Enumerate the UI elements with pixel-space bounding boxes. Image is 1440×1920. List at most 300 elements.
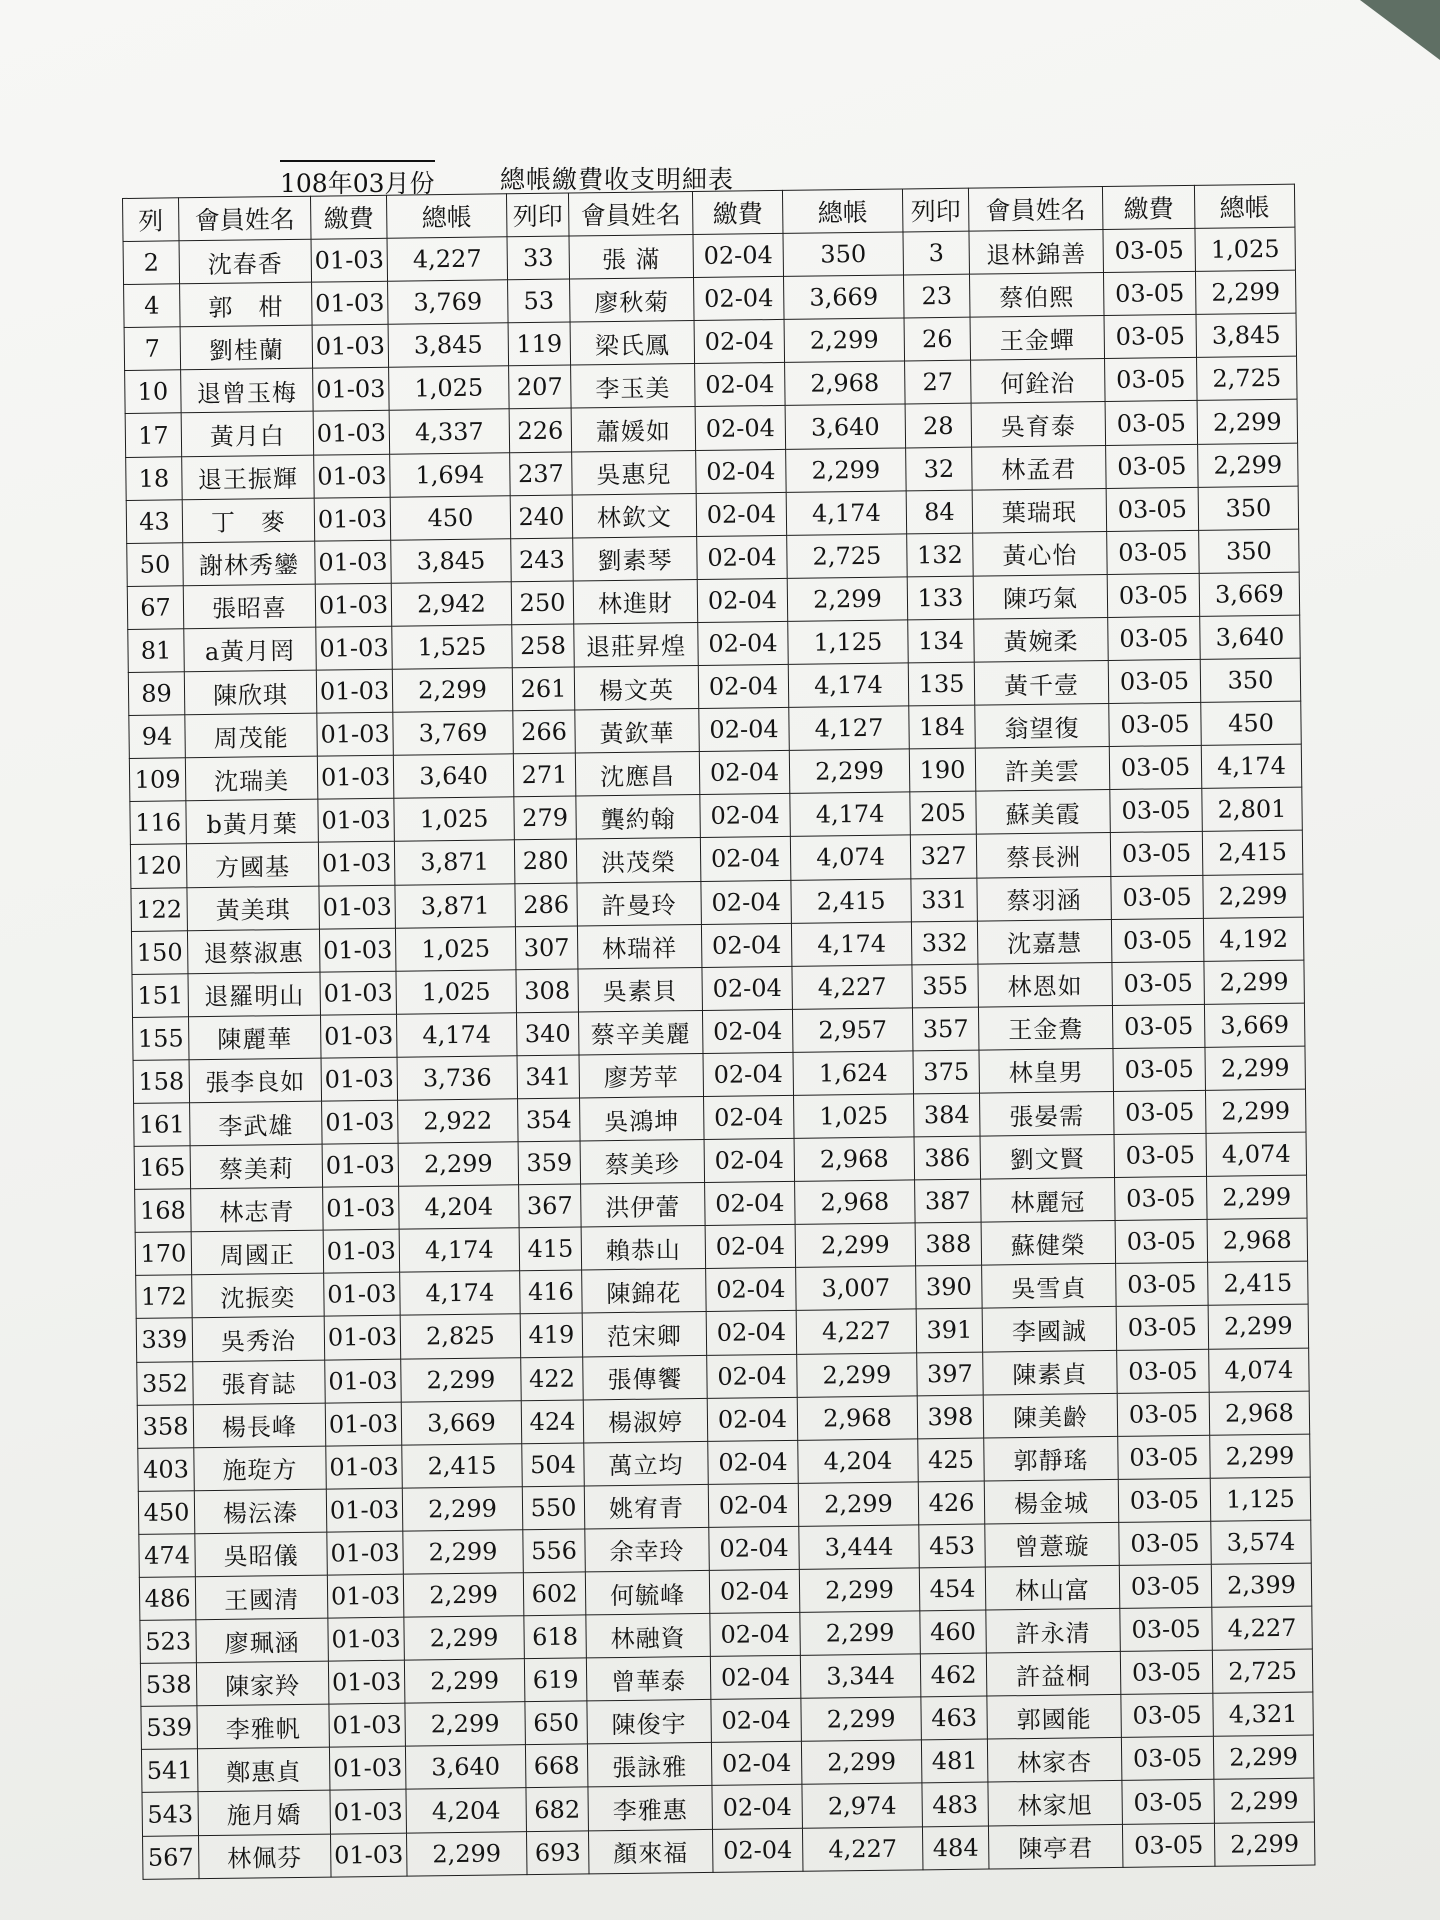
total-amount-cell: 2,299 xyxy=(1195,270,1296,314)
total-amount-cell: 2,299 xyxy=(789,749,910,794)
row-number-cell: 602 xyxy=(523,1572,586,1616)
row-number-cell: 541 xyxy=(141,1749,198,1793)
total-amount-cell: 2,299 xyxy=(1208,1305,1309,1349)
member-name-cell: 吳惠兒 xyxy=(572,450,697,495)
total-amount-cell: 2,968 xyxy=(1209,1391,1310,1435)
fee-period-cell: 02-04 xyxy=(708,1483,799,1527)
row-number-cell: 43 xyxy=(126,499,183,543)
total-amount-cell: 4,174 xyxy=(791,922,912,967)
member-name-cell: 陳家羚 xyxy=(196,1661,329,1706)
total-amount-cell: 4,204 xyxy=(399,1185,520,1230)
member-name-cell: 蔡美莉 xyxy=(190,1144,323,1189)
member-name-cell: 林麗冠 xyxy=(981,1178,1116,1223)
row-number-cell: 474 xyxy=(139,1534,196,1578)
row-number-cell: 341 xyxy=(517,1055,580,1099)
fee-period-cell: 03-05 xyxy=(1104,315,1197,359)
total-amount-cell: 3,845 xyxy=(388,323,509,368)
member-name-cell: 林融資 xyxy=(586,1614,711,1659)
fee-period-cell: 03-05 xyxy=(1107,573,1200,617)
member-name-cell: 林恩如 xyxy=(978,962,1113,1007)
fee-period-cell: 01-03 xyxy=(325,1359,402,1403)
member-name-cell: 吳昭儀 xyxy=(195,1532,328,1577)
total-amount-cell: 2,415 xyxy=(1208,1261,1309,1305)
row-number-cell: 135 xyxy=(908,662,975,706)
total-amount-cell: 2,922 xyxy=(398,1099,519,1144)
member-name-cell: 退王振輝 xyxy=(182,455,315,500)
fee-period-cell: 03-05 xyxy=(1121,1694,1214,1738)
fee-period-cell: 03-05 xyxy=(1119,1564,1212,1608)
fee-period-cell: 01-03 xyxy=(317,712,394,756)
row-number-cell: 354 xyxy=(518,1098,581,1142)
total-amount-cell: 2,725 xyxy=(1197,357,1298,401)
member-name-cell: a黃月罔 xyxy=(184,627,317,672)
row-number-cell: 397 xyxy=(917,1352,984,1396)
member-name-cell: 陳俊宇 xyxy=(587,1700,712,1745)
row-number-cell: 539 xyxy=(141,1706,198,1750)
fee-period-cell: 03-05 xyxy=(1119,1521,1212,1565)
total-amount-cell: 2,299 xyxy=(1214,1822,1315,1866)
row-number-cell: 205 xyxy=(910,791,977,835)
row-number-cell: 122 xyxy=(131,887,188,931)
member-name-cell: 施月嬌 xyxy=(198,1791,331,1836)
row-number-cell: 165 xyxy=(134,1146,191,1190)
member-name-cell: 余幸玲 xyxy=(585,1527,710,1572)
member-name-cell: 洪伊蕾 xyxy=(581,1183,706,1228)
member-name-cell: 蔡羽涵 xyxy=(977,876,1112,921)
row-number-cell: 271 xyxy=(513,753,576,797)
member-name-cell: 陳麗華 xyxy=(189,1015,322,1060)
total-amount-cell: 2,942 xyxy=(391,582,512,627)
row-number-cell: 481 xyxy=(921,1739,988,1783)
total-amount-cell: 3,871 xyxy=(394,840,515,885)
member-name-cell: 黃美琪 xyxy=(187,886,320,931)
total-amount-cell: 2,299 xyxy=(403,1573,524,1618)
total-amount-cell: 2,415 xyxy=(1202,831,1303,875)
row-number-cell: 119 xyxy=(508,322,571,366)
row-number-cell: 486 xyxy=(139,1577,196,1621)
fee-period-cell: 02-04 xyxy=(700,837,791,881)
member-name-cell: 蔡辛美麗 xyxy=(578,1010,703,1055)
row-number-cell: 307 xyxy=(515,926,578,970)
total-amount-cell: 1,025 xyxy=(794,1094,915,1139)
row-number-cell: 327 xyxy=(910,835,977,879)
row-number-cell: 2 xyxy=(123,241,180,285)
report-month: 108年03月份 xyxy=(280,160,435,200)
total-amount-cell: 4,321 xyxy=(1213,1692,1314,1736)
row-number-cell: 226 xyxy=(509,408,572,452)
total-amount-cell: 4,074 xyxy=(1209,1348,1310,1392)
member-name-cell: 陳亭君 xyxy=(988,1824,1123,1869)
fee-period-cell: 03-05 xyxy=(1118,1478,1211,1522)
row-number-cell: 523 xyxy=(140,1620,197,1664)
row-number-cell: 693 xyxy=(526,1830,589,1874)
member-name-cell: 翁望復 xyxy=(975,704,1110,749)
member-name-cell: 范宋卿 xyxy=(582,1312,707,1357)
fee-period-cell: 03-05 xyxy=(1115,1220,1208,1264)
total-amount-cell: 2,974 xyxy=(802,1783,923,1828)
member-name-cell: 楊淑婷 xyxy=(583,1398,708,1443)
fee-period-cell: 01-03 xyxy=(316,669,393,713)
row-number-cell: 27 xyxy=(905,361,972,405)
total-amount-cell: 2,299 xyxy=(787,577,908,622)
ledger-table-wrapper xyxy=(122,184,1315,1888)
total-amount-cell: 1,624 xyxy=(793,1051,914,1096)
member-name-cell: 林進財 xyxy=(573,579,698,624)
row-number-cell: 190 xyxy=(909,748,976,792)
total-amount-cell: 4,192 xyxy=(1203,917,1304,961)
row-number-cell: 367 xyxy=(519,1184,582,1228)
member-name-cell: 許美雲 xyxy=(975,747,1110,792)
fee-period-cell: 01-03 xyxy=(312,325,389,369)
total-amount-cell: 3,669 xyxy=(1204,1003,1305,1047)
fee-period-cell: 01-03 xyxy=(323,1186,400,1230)
member-name-cell: 洪茂榮 xyxy=(576,838,701,883)
total-amount-cell: 2,299 xyxy=(1205,1089,1306,1133)
member-name-cell: 王金蟬 xyxy=(970,316,1105,361)
row-number-cell: 4 xyxy=(124,284,181,328)
member-name-cell: 林山富 xyxy=(985,1565,1120,1610)
fee-period-cell: 02-04 xyxy=(695,363,786,407)
report-title: 總帳繳費收支明細表 xyxy=(500,165,735,194)
row-number-cell: 390 xyxy=(916,1265,983,1309)
total-amount-cell: 3,669 xyxy=(784,275,905,320)
row-number-cell: 33 xyxy=(507,236,570,280)
member-name-cell: 張育誌 xyxy=(193,1360,326,1405)
total-amount-cell: 1,125 xyxy=(1210,1477,1311,1521)
row-number-cell: 50 xyxy=(127,543,184,587)
row-number-cell: 243 xyxy=(511,538,574,582)
fee-period-cell: 01-03 xyxy=(322,1143,399,1187)
row-number-cell: 682 xyxy=(526,1787,589,1831)
row-number-cell: 32 xyxy=(906,447,973,491)
member-name-cell: 賴恭山 xyxy=(581,1226,706,1271)
total-amount-cell: 2,415 xyxy=(402,1443,523,1488)
fee-period-cell: 02-04 xyxy=(695,406,786,450)
row-number-cell: 308 xyxy=(516,969,579,1013)
total-amount-cell: 4,227 xyxy=(387,237,508,282)
fee-period-cell: 02-04 xyxy=(702,966,793,1010)
member-name-cell: 丁 麥 xyxy=(182,498,315,543)
row-number-cell: 387 xyxy=(915,1179,982,1223)
fee-period-cell: 01-03 xyxy=(322,1100,399,1144)
member-name-cell: 林皇男 xyxy=(979,1048,1114,1093)
total-amount-cell: 3,845 xyxy=(391,539,512,584)
total-amount-cell: 1,025 xyxy=(394,797,515,842)
member-name-cell: 何銓治 xyxy=(971,359,1106,404)
fee-period-cell: 03-05 xyxy=(1122,1823,1215,1867)
row-number-cell: 454 xyxy=(919,1567,986,1611)
total-amount-cell: 2,299 xyxy=(797,1352,918,1397)
row-number-cell: 403 xyxy=(138,1447,195,1491)
total-amount-cell: 2,299 xyxy=(401,1357,522,1402)
member-name-cell: 林志青 xyxy=(191,1187,324,1232)
column-header: 列印 xyxy=(902,188,969,232)
row-number-cell: 386 xyxy=(914,1136,981,1180)
member-name-cell: 李國誠 xyxy=(982,1307,1117,1352)
member-name-cell: 周茂能 xyxy=(185,713,318,758)
row-number-cell: 453 xyxy=(919,1524,986,1568)
total-amount-cell: 2,299 xyxy=(406,1831,527,1876)
fee-period-cell: 03-05 xyxy=(1122,1780,1215,1824)
member-name-cell: 許永清 xyxy=(986,1609,1121,1654)
total-amount-cell: 2,299 xyxy=(786,448,907,493)
member-name-cell: 楊長峰 xyxy=(193,1403,326,1448)
total-amount-cell: 450 xyxy=(390,495,511,540)
total-amount-cell: 2,299 xyxy=(784,318,905,363)
row-number-cell: 619 xyxy=(524,1658,587,1702)
fee-period-cell: 01-03 xyxy=(326,1445,403,1489)
fee-period-cell: 01-03 xyxy=(327,1531,404,1575)
member-name-cell: 張 滿 xyxy=(569,235,694,280)
row-number-cell: 339 xyxy=(136,1318,193,1362)
row-number-cell: 462 xyxy=(920,1653,987,1697)
fee-period-cell: 02-04 xyxy=(709,1569,800,1613)
fee-period-cell: 02-04 xyxy=(699,708,790,752)
member-name-cell: 廖芳苹 xyxy=(579,1053,704,1098)
total-amount-cell: 2,299 xyxy=(402,1487,523,1532)
fee-period-cell: 03-05 xyxy=(1113,1047,1206,1091)
column-header: 會員姓名 xyxy=(568,192,693,237)
member-name-cell: 楊金城 xyxy=(984,1479,1119,1524)
fee-period-cell: 03-05 xyxy=(1113,1090,1206,1134)
total-amount-cell: 2,968 xyxy=(794,1137,915,1182)
total-amount-cell: 4,174 xyxy=(1201,744,1302,788)
fee-period-cell: 01-03 xyxy=(312,281,389,325)
member-name-cell: 退蔡淑惠 xyxy=(187,929,320,974)
fee-period-cell: 03-05 xyxy=(1105,358,1198,402)
row-number-cell: 352 xyxy=(137,1361,194,1405)
total-amount-cell: 2,299 xyxy=(1214,1779,1315,1823)
row-number-cell: 416 xyxy=(520,1270,583,1314)
member-name-cell: 李雅帆 xyxy=(197,1704,330,1749)
row-number-cell: 618 xyxy=(524,1615,587,1659)
total-amount-cell: 2,299 xyxy=(799,1568,920,1613)
row-number-cell: 132 xyxy=(907,533,974,577)
total-amount-cell: 2,299 xyxy=(392,668,513,713)
fee-period-cell: 01-03 xyxy=(328,1660,405,1704)
fee-period-cell: 01-03 xyxy=(318,842,395,886)
member-name-cell: 沈振奕 xyxy=(192,1273,325,1318)
member-name-cell: 廖珮涵 xyxy=(196,1618,329,1663)
row-number-cell: 567 xyxy=(143,1835,200,1879)
total-amount-cell: 3,640 xyxy=(393,754,514,799)
member-name-cell: 張晏需 xyxy=(979,1091,1114,1136)
fee-period-cell: 02-04 xyxy=(711,1699,802,1743)
member-name-cell: 沈應昌 xyxy=(575,752,700,797)
fee-period-cell: 03-05 xyxy=(1112,1004,1205,1048)
row-number-cell: 357 xyxy=(912,1007,979,1051)
row-number-cell: 280 xyxy=(514,839,577,883)
fee-period-cell: 02-04 xyxy=(696,449,787,493)
fee-period-cell: 01-03 xyxy=(318,799,395,843)
member-name-cell: 周國正 xyxy=(191,1230,324,1275)
fee-period-cell: 02-04 xyxy=(710,1612,801,1656)
row-number-cell: 538 xyxy=(140,1663,197,1707)
member-name-cell: 陳素貞 xyxy=(983,1350,1118,1395)
total-amount-cell: 2,299 xyxy=(1213,1735,1314,1779)
row-number-cell: 26 xyxy=(904,317,971,361)
fee-period-cell: 02-04 xyxy=(704,1095,795,1139)
member-name-cell: 郭國能 xyxy=(987,1695,1122,1740)
total-amount-cell: 4,204 xyxy=(798,1439,919,1484)
total-amount-cell: 2,725 xyxy=(787,534,908,579)
total-amount-cell: 1,025 xyxy=(1195,227,1296,271)
total-amount-cell: 4,174 xyxy=(400,1271,521,1316)
column-header: 列 xyxy=(123,198,180,242)
fee-period-cell: 01-03 xyxy=(328,1617,405,1661)
member-name-cell: 姚宥青 xyxy=(584,1484,709,1529)
fee-period-cell: 01-03 xyxy=(317,755,394,799)
member-name-cell: 張李良如 xyxy=(189,1058,322,1103)
fee-period-cell: 02-04 xyxy=(712,1785,803,1829)
fee-period-cell: 01-03 xyxy=(329,1703,406,1747)
fee-period-cell: 02-04 xyxy=(705,1225,796,1269)
row-number-cell: 484 xyxy=(922,1826,989,1870)
total-amount-cell: 350 xyxy=(1199,529,1300,573)
member-name-cell: 梁氏鳳 xyxy=(570,321,695,366)
fee-period-cell: 01-03 xyxy=(325,1402,402,1446)
total-amount-cell: 4,174 xyxy=(790,792,911,837)
member-name-cell: 吳鴻坤 xyxy=(580,1096,705,1141)
row-number-cell: 18 xyxy=(126,456,183,500)
member-name-cell: 吳素貝 xyxy=(578,967,703,1012)
total-amount-cell: 1,525 xyxy=(392,625,513,670)
total-amount-cell: 4,174 xyxy=(396,1013,517,1058)
total-amount-cell: 4,227 xyxy=(802,1826,923,1871)
column-header: 總帳 xyxy=(386,194,507,239)
row-number-cell: 94 xyxy=(129,715,186,759)
total-amount-cell: 3,669 xyxy=(401,1400,522,1445)
fee-period-cell: 03-05 xyxy=(1116,1263,1209,1307)
member-name-cell: 張昭喜 xyxy=(183,584,316,629)
member-name-cell: 沈瑞美 xyxy=(185,756,318,801)
total-amount-cell: 1,125 xyxy=(788,620,909,665)
row-number-cell: 81 xyxy=(128,629,185,673)
total-amount-cell: 2,299 xyxy=(1207,1175,1308,1219)
row-number-cell: 134 xyxy=(908,619,975,663)
member-name-cell: 蘇健榮 xyxy=(981,1221,1116,1266)
total-amount-cell: 1,025 xyxy=(396,969,517,1014)
row-number-cell: 120 xyxy=(130,844,187,888)
row-number-cell: 424 xyxy=(521,1400,584,1444)
member-name-cell: 方國基 xyxy=(186,843,319,888)
row-number-cell: 170 xyxy=(135,1232,192,1276)
total-amount-cell: 4,074 xyxy=(790,835,911,880)
total-amount-cell: 4,174 xyxy=(399,1228,520,1273)
total-amount-cell: 3,769 xyxy=(393,711,514,756)
total-amount-cell: 2,299 xyxy=(795,1223,916,1268)
member-name-cell: 蔡長洲 xyxy=(976,833,1111,878)
row-number-cell: 355 xyxy=(912,964,979,1008)
row-number-cell: 286 xyxy=(515,882,578,926)
total-amount-cell: 2,299 xyxy=(1205,1046,1306,1090)
total-amount-cell: 2,968 xyxy=(795,1180,916,1225)
fee-period-cell: 02-04 xyxy=(710,1656,801,1700)
total-amount-cell: 2,968 xyxy=(797,1395,918,1440)
fee-period-cell: 01-03 xyxy=(314,454,391,498)
fee-period-cell: 01-03 xyxy=(313,368,390,412)
fee-period-cell: 03-05 xyxy=(1108,616,1201,660)
total-amount-cell: 4,227 xyxy=(792,965,913,1010)
member-name-cell: 楊沄溱 xyxy=(194,1489,327,1534)
member-name-cell: 退曾玉梅 xyxy=(181,369,314,414)
total-amount-cell: 2,299 xyxy=(1204,960,1305,1004)
fee-period-cell: 02-04 xyxy=(708,1440,799,1484)
column-header: 總帳 xyxy=(782,189,903,234)
total-amount-cell: 2,299 xyxy=(1210,1434,1311,1478)
member-name-cell: 林家杏 xyxy=(987,1738,1122,1783)
fee-period-cell: 02-04 xyxy=(701,880,792,924)
member-name-cell: 張傳饗 xyxy=(583,1355,708,1400)
member-name-cell: 林孟君 xyxy=(972,445,1107,490)
member-name-cell: 許曼玲 xyxy=(577,881,702,926)
row-number-cell: 340 xyxy=(516,1012,579,1056)
fee-period-cell: 01-03 xyxy=(330,1833,407,1877)
member-name-cell: 劉素琴 xyxy=(573,536,698,581)
member-name-cell: 王金鴦 xyxy=(978,1005,1113,1050)
total-amount-cell: 2,968 xyxy=(1207,1218,1308,1262)
row-number-cell: 388 xyxy=(915,1222,982,1266)
fee-period-cell: 02-04 xyxy=(697,535,788,579)
fee-period-cell: 01-03 xyxy=(320,1014,397,1058)
fee-period-cell: 03-05 xyxy=(1109,746,1202,790)
total-amount-cell: 2,299 xyxy=(1198,443,1299,487)
row-number-cell: 261 xyxy=(512,667,575,711)
total-amount-cell: 350 xyxy=(1198,486,1299,530)
fee-period-cell: 03-05 xyxy=(1110,832,1203,876)
fee-period-cell: 03-05 xyxy=(1106,487,1199,531)
fee-period-cell: 01-03 xyxy=(327,1574,404,1618)
fee-period-cell: 03-05 xyxy=(1117,1349,1210,1393)
total-amount-cell: 450 xyxy=(1201,701,1302,745)
fee-period-cell: 03-05 xyxy=(1114,1133,1207,1177)
total-amount-cell: 2,801 xyxy=(1202,787,1303,831)
ledger-body xyxy=(123,184,1315,1879)
row-number-cell: 391 xyxy=(916,1309,983,1353)
total-amount-cell: 2,299 xyxy=(801,1740,922,1785)
column-header: 繳費 xyxy=(310,195,387,239)
row-number-cell: 556 xyxy=(523,1529,586,1573)
fee-period-cell: 03-05 xyxy=(1115,1176,1208,1220)
member-name-cell: 林欽文 xyxy=(572,493,697,538)
member-name-cell: 沈春香 xyxy=(179,239,312,284)
fee-period-cell: 02-04 xyxy=(705,1182,796,1226)
row-number-cell: 422 xyxy=(521,1356,584,1400)
member-name-cell: 顏來福 xyxy=(588,1829,713,1874)
fee-period-cell: 03-05 xyxy=(1117,1392,1210,1436)
total-amount-cell: 2,299 xyxy=(404,1616,525,1661)
fee-period-cell: 03-05 xyxy=(1103,228,1196,272)
member-name-cell: 黃心怡 xyxy=(973,531,1108,576)
total-amount-cell: 3,845 xyxy=(1196,313,1297,357)
fee-period-cell: 02-04 xyxy=(698,621,789,665)
total-amount-cell: 1,025 xyxy=(395,926,516,971)
member-name-cell: 劉文賢 xyxy=(980,1135,1115,1180)
total-amount-cell: 2,299 xyxy=(404,1659,525,1704)
fee-period-cell: 03-05 xyxy=(1109,702,1202,746)
total-amount-cell: 3,769 xyxy=(388,280,509,325)
fee-period-cell: 02-04 xyxy=(696,492,787,536)
member-name-cell: 萬立均 xyxy=(584,1441,709,1486)
row-number-cell: 419 xyxy=(520,1313,583,1357)
total-amount-cell: 2,299 xyxy=(403,1530,524,1575)
member-name-cell: 退林錦善 xyxy=(969,230,1104,275)
fee-period-cell: 02-04 xyxy=(693,234,784,278)
fee-period-cell: 03-05 xyxy=(1120,1607,1213,1651)
member-name-cell: 吳秀治 xyxy=(192,1317,325,1362)
fee-period-cell: 03-05 xyxy=(1108,659,1201,703)
fee-period-cell: 03-05 xyxy=(1111,918,1204,962)
